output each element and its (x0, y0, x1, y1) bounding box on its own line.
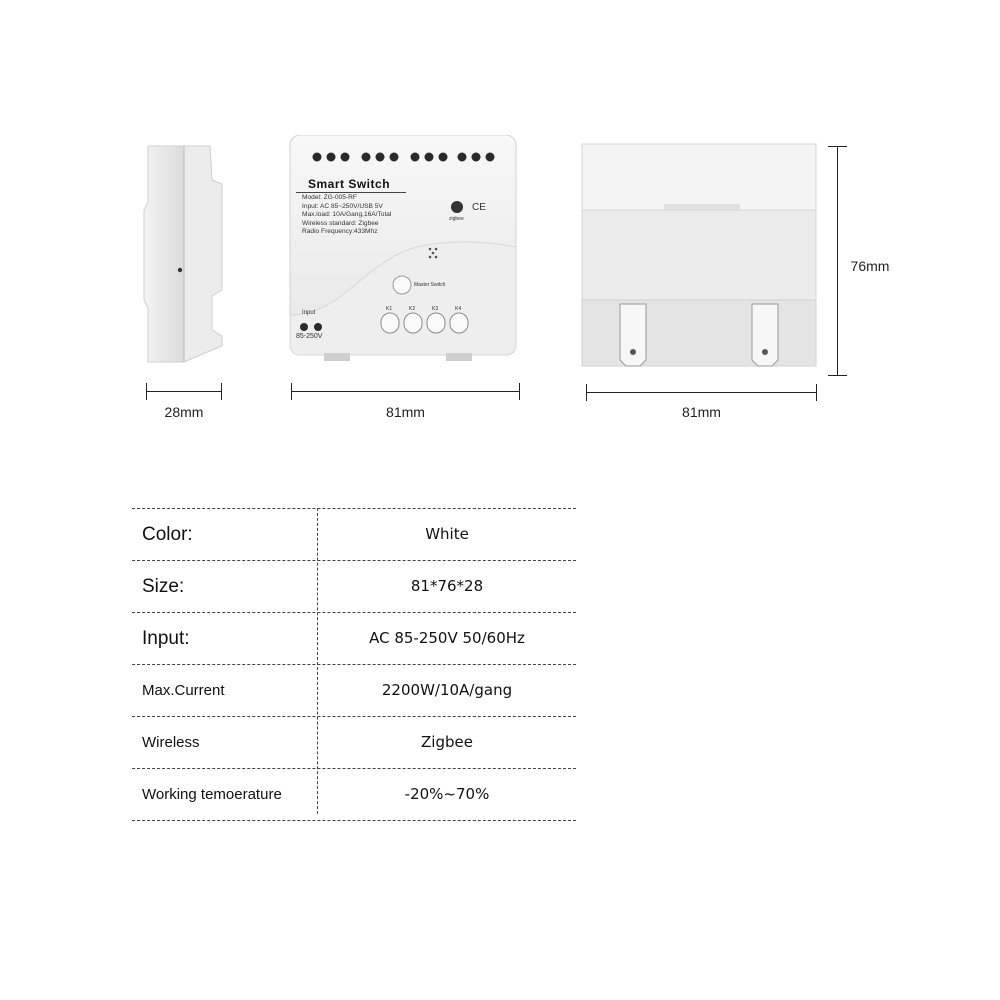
spec-label: Wireless (142, 734, 200, 751)
side-width-label: 28mm (164, 404, 204, 420)
label-title-underline (296, 192, 406, 193)
front-width-label: 81mm (386, 404, 425, 420)
back-width-tick-right (816, 384, 817, 401)
spec-value: Zigbee (421, 733, 473, 751)
channel-label-k1: K1 (386, 306, 393, 312)
label-title: Smart Switch (308, 177, 391, 191)
front-width-tick-right (519, 383, 520, 400)
spec-label: Size: (142, 576, 185, 597)
height-line (837, 146, 838, 376)
spec-label: Working temoerature (142, 786, 282, 803)
height-label: 76mm (850, 258, 890, 274)
spec-row-size (132, 560, 576, 612)
back-width-label: 81mm (682, 404, 721, 420)
spec-label: Input: (142, 628, 190, 649)
spec-table-divider (317, 508, 318, 814)
spec-value: AC 85-250V 50/60Hz (369, 629, 525, 647)
spec-label: Max.Current (142, 682, 225, 699)
label-line-input: Input: AC 85~250V/USB 5V (302, 202, 383, 210)
back-width-line (586, 392, 817, 393)
spec-value: -20%~70% (404, 785, 490, 803)
spec-value: White (425, 525, 469, 543)
back-view (580, 140, 820, 372)
side-width-tick-right (221, 383, 222, 400)
side-view (140, 140, 230, 370)
side-width-tick-left (146, 383, 147, 400)
input-voltage-label: 85-250V (296, 333, 323, 340)
spec-row-input (132, 612, 576, 664)
label-details (302, 194, 391, 237)
spec-table (132, 508, 576, 821)
label-line-model: Model: ZG-005-RF (302, 194, 357, 201)
spec-value: 81*76*28 (410, 577, 484, 595)
spec-row-working-temperature (132, 768, 576, 821)
spec-row-wireless (132, 716, 576, 768)
front-width-line (291, 391, 520, 392)
label-line-maxload: Max.load: 10A/Gang,16A/Total (302, 211, 392, 219)
height-tick-top (828, 146, 847, 147)
zigbee-icon-text: zigbee (449, 216, 464, 222)
side-width-line (146, 391, 222, 392)
input-label: Input (302, 310, 316, 316)
front-view-drawing (286, 135, 522, 365)
ce-mark-icon: CE (472, 202, 486, 213)
back-width-tick-left (586, 384, 587, 401)
spec-row-max-current (132, 664, 576, 716)
front-view (286, 135, 522, 365)
channel-label-k2: K2 (409, 306, 416, 312)
side-view-drawing (140, 140, 230, 370)
master-switch-label: Master Switch (414, 282, 446, 288)
channel-label-k3: K3 (432, 306, 439, 312)
front-width-tick-left (291, 383, 292, 400)
height-tick-bottom (828, 375, 847, 376)
back-view-drawing (580, 140, 820, 372)
spec-value: 2200W/10A/gang (381, 681, 513, 699)
channel-label-k4: K4 (455, 306, 462, 312)
label-line-frequency: Radio Frequency:433Mhz (302, 228, 378, 236)
label-line-wireless: Wireless standard: Zigbee (302, 219, 379, 227)
spec-label: Color: (142, 524, 193, 545)
spec-row-color (132, 508, 576, 560)
